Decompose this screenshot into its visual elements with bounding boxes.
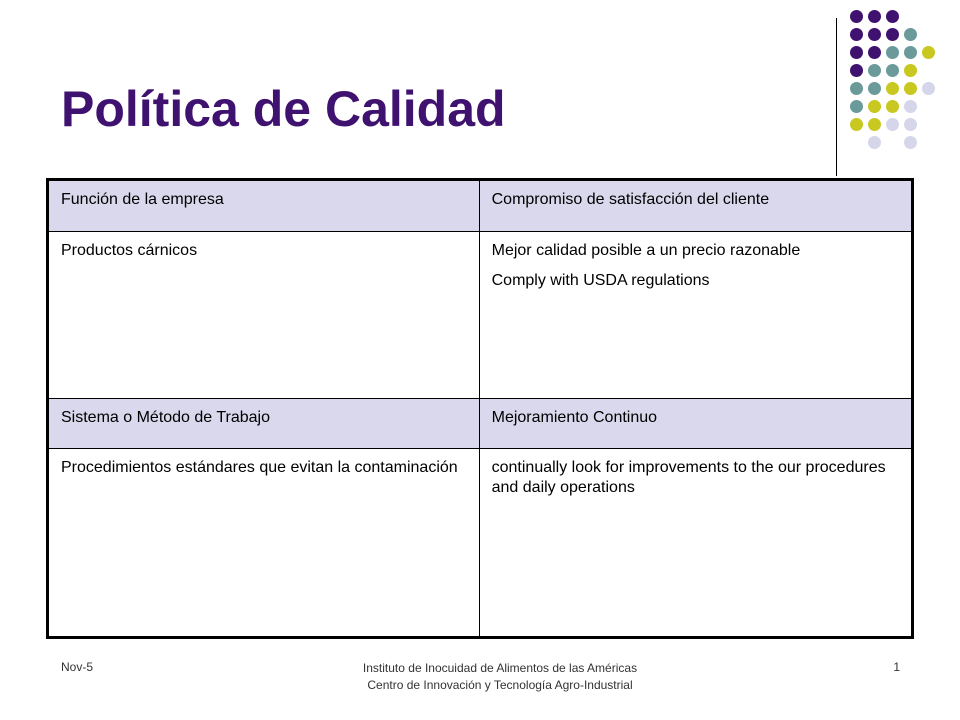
table-row bbox=[48, 180, 913, 232]
slide-page-number: 1 bbox=[893, 660, 900, 674]
table-row bbox=[48, 232, 913, 399]
decorative-dot bbox=[922, 82, 935, 95]
table-row bbox=[48, 448, 913, 637]
footer-institute bbox=[250, 660, 750, 694]
decorative-dot bbox=[850, 64, 863, 77]
cell-text: continually look for improvements to the our procedures and daily operations bbox=[491, 458, 886, 496]
cell-text: Función de la empresa bbox=[61, 191, 224, 208]
decorative-dot bbox=[850, 46, 863, 59]
table-cell bbox=[479, 399, 912, 448]
footer-institute-line1: Instituto de Inocuidad de Alimentos de las Américas bbox=[362, 661, 638, 675]
decorative-dot bbox=[904, 100, 917, 113]
quality-policy-table bbox=[46, 178, 914, 639]
cell-text: Mejoramiento Continuo bbox=[491, 409, 658, 427]
decorative-dot bbox=[850, 118, 863, 131]
decorative-dot bbox=[904, 46, 917, 59]
decorative-dot bbox=[886, 64, 899, 77]
decorative-dot bbox=[868, 46, 881, 59]
decorative-dot bbox=[886, 82, 899, 95]
decorative-dot bbox=[850, 100, 863, 113]
cell-text: Productos cárnicos bbox=[61, 242, 198, 260]
decorative-divider-line bbox=[836, 18, 837, 176]
table-cell bbox=[479, 232, 912, 399]
decorative-dot bbox=[904, 82, 917, 95]
table-cell bbox=[48, 180, 480, 232]
decorative-dot bbox=[904, 136, 917, 149]
decorative-dot bbox=[922, 46, 935, 59]
decorative-dot bbox=[886, 100, 899, 113]
decorative-dot bbox=[850, 28, 863, 41]
table-cell bbox=[48, 399, 480, 448]
decorative-dot bbox=[850, 82, 863, 95]
cell-text: Compromiso de satisfacción del cliente bbox=[491, 191, 770, 208]
decorative-dot bbox=[904, 28, 917, 41]
footer-institute-line2: Centro de Innovación y Tecnología Agro-Industrial bbox=[367, 678, 633, 692]
decorative-dot bbox=[868, 136, 881, 149]
cell-text: Mejor calidad posible a un precio razonable bbox=[491, 242, 801, 260]
decorative-dot bbox=[886, 28, 899, 41]
decorative-dot bbox=[904, 64, 917, 77]
footer-date: Nov-5 bbox=[61, 660, 94, 674]
cell-text: Sistema o Método de Trabajo bbox=[61, 409, 271, 427]
decorative-dot bbox=[868, 10, 881, 23]
decorative-dot bbox=[886, 118, 899, 131]
table-cell bbox=[48, 448, 480, 637]
table-cell bbox=[479, 448, 912, 637]
decorative-dot bbox=[868, 28, 881, 41]
decorative-dot bbox=[868, 100, 881, 113]
decorative-dot bbox=[868, 118, 881, 131]
decorative-dot bbox=[886, 10, 899, 23]
table-cell bbox=[48, 232, 480, 399]
cell-text: Comply with USDA regulations bbox=[491, 272, 710, 290]
slide-title: Política de Calidad bbox=[61, 81, 506, 137]
decorative-dot-grid bbox=[840, 10, 960, 170]
table-row bbox=[48, 399, 913, 448]
table-cell bbox=[479, 180, 912, 232]
decorative-dot bbox=[868, 82, 881, 95]
decorative-dot bbox=[886, 46, 899, 59]
cell-text: Procedimientos estándares que evitan la contaminación bbox=[61, 458, 458, 476]
decorative-dot bbox=[868, 64, 881, 77]
decorative-dot bbox=[850, 10, 863, 23]
decorative-dot bbox=[904, 118, 917, 131]
